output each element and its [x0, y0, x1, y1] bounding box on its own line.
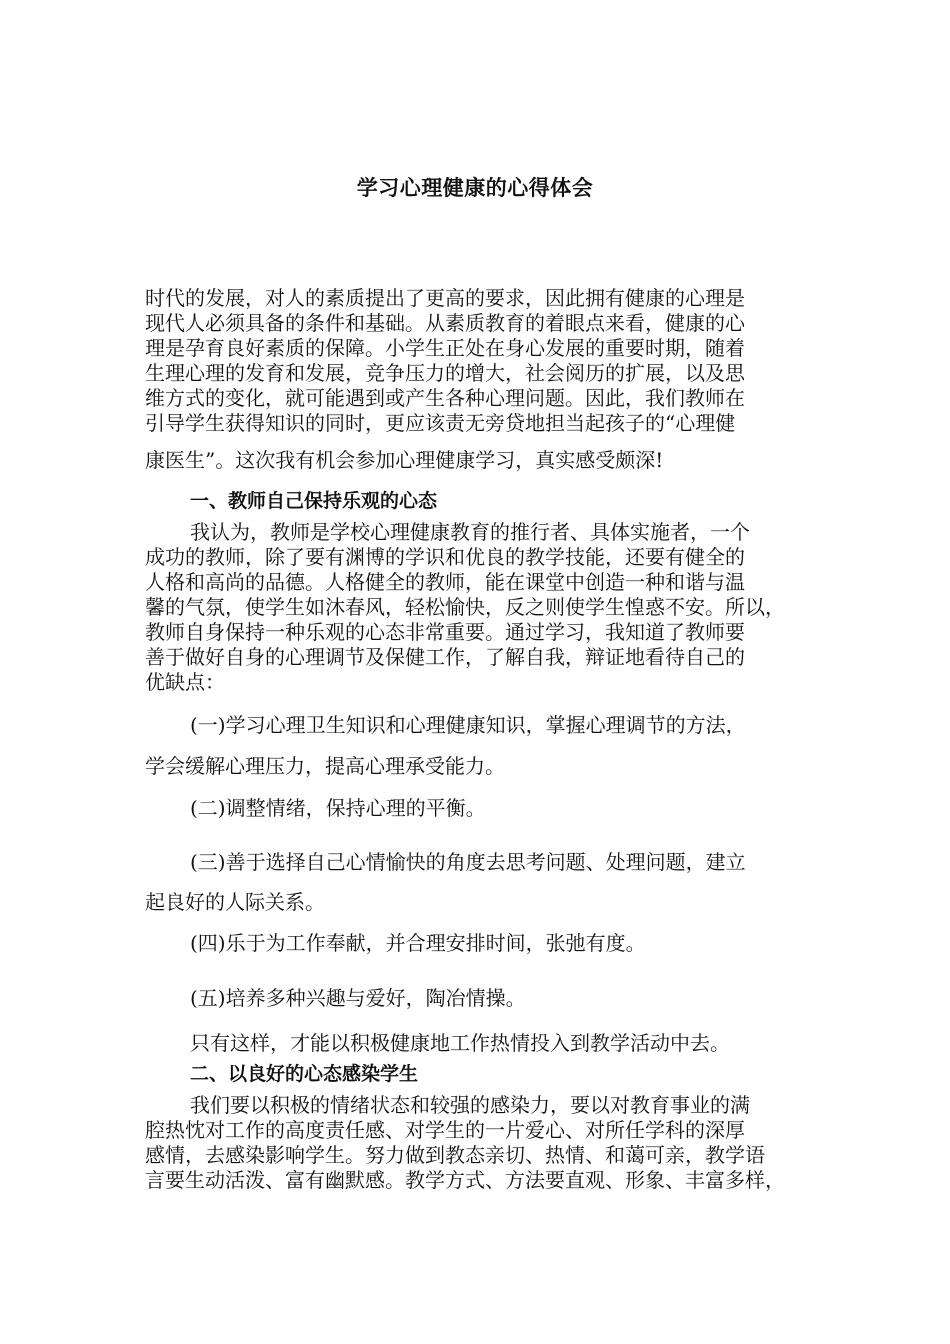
section1-line: 善于做好自身的心理调节及保健工作，了解自我，辩证地看待自己的 [145, 645, 745, 669]
intro-line: 引导学生获得知识的同时，更应该责无旁贷地担当起孩子的“心理健 [145, 411, 736, 435]
section1-line: 我认为，教师是学校心理健康教育的推行者、具体实施者，一个 [190, 520, 750, 544]
section1-line: 教师自身保持一种乐观的心态非常重要。通过学习，我知道了教师要 [145, 620, 745, 644]
list-item-1: (一)学习心理卫生知识和心理健康知识，掌握心理调节的方法， [190, 713, 746, 737]
list-item-3-continued: 起良好的人际关系。 [145, 890, 325, 914]
section1-body [145, 520, 810, 695]
section1-line: 人格和高尚的品德。人格健全的教师，能在课堂中创造一种和谐与温 [145, 570, 745, 594]
section1-heading: 一、教师自己保持乐观的心态 [190, 490, 438, 512]
document-title: 学习心理健康的心得体会 [356, 176, 594, 200]
list-item-5: (五)培养多种兴趣与爱好，陶冶情操。 [190, 986, 526, 1010]
section1-line: 馨的气氛，使学生如沐春风，轻松愉快，反之则使学生惶惑不安。所以， [145, 595, 785, 619]
intro-line: 时代的发展，对人的素质提出了更高的要求，因此拥有健康的心理是 [145, 286, 745, 310]
section2-line: 言要生动活泼、富有幽默感。教学方式、方法要直观、形象、丰富多样， [145, 1168, 785, 1192]
list-item-4: (四)乐于为工作奉献，并合理安排时间，张弛有度。 [190, 931, 646, 955]
section2-line: 感情，去感染影响学生。努力做到教态亲切、热情、和蔼可亲，教学语 [145, 1143, 765, 1167]
section2-line: 我们要以积极的情绪状态和较强的感染力，要以对教育事业的满 [190, 1093, 750, 1117]
intro-line: 生理心理的发育和发展，竞争压力的增大，社会阅历的扩展，以及思 [145, 361, 745, 385]
list-item-3: (三)善于选择自己心情愉快的角度去思考问题、处理问题，建立 [190, 850, 746, 874]
intro-line: 现代人必须具备的条件和基础。从素质教育的着眼点来看，健康的心 [145, 311, 745, 335]
intro-line: 维方式的变化，就可能遇到或产生各种心理问题。因此，我们教师在 [145, 386, 745, 410]
section1-line: 优缺点： [145, 670, 225, 694]
section1-conclusion: 只有这样，才能以积极健康地工作热情投入到教学活动中去。 [190, 1031, 730, 1055]
section2-body [145, 1093, 810, 1193]
section1-line: 成功的教师，除了要有渊博的学识和优良的教学技能，还要有健全的 [145, 545, 745, 569]
intro-line: 理是孕育良好素质的保障。小学生正处在身心发展的重要时期，随着 [145, 336, 745, 360]
list-item-2: (二)调整情绪，保持心理的平衡。 [190, 796, 486, 820]
intro-last-line: 康医生”。这次我有机会参加心理健康学习，真实感受颇深! [145, 448, 664, 472]
section2-heading: 二、以良好的心态感染学生 [190, 1063, 419, 1085]
intro-paragraph [145, 286, 810, 436]
list-item-1-continued: 学会缓解心理压力，提高心理承受能力。 [145, 754, 505, 778]
section2-line: 腔热忱对工作的高度责任感、对学生的一片爱心、对所任学科的深厚 [145, 1118, 745, 1142]
